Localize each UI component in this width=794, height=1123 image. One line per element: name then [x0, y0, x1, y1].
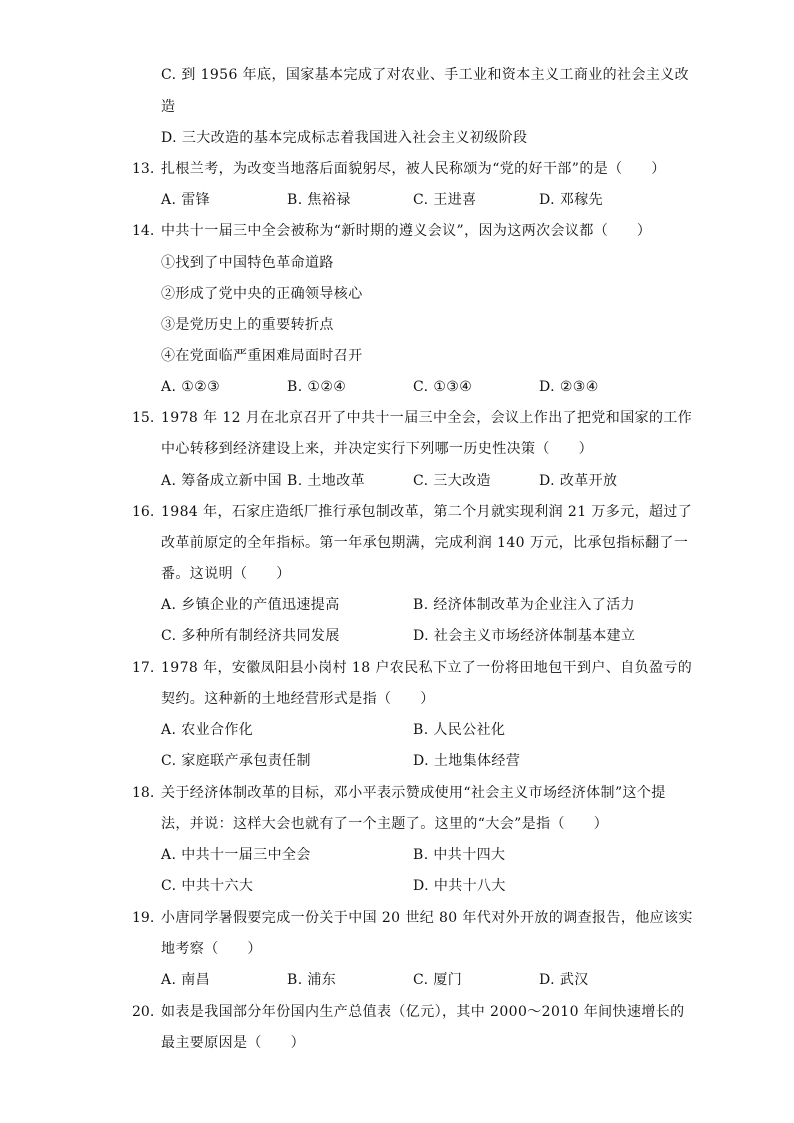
q15-number: 15. [132, 410, 155, 426]
q12-option-d: D. 三大改造的基本完成标志着我国进入社会主义初级阶段 [161, 130, 528, 146]
q19-option-d: D. 武汉 [539, 972, 589, 988]
q13-stem: 扎根兰考，为改变当地落后面貌躬尽，被人民称颂为“党的好干部”的是（ ） [161, 161, 666, 177]
q20-stem-line1: 如表是我国部分年份国内生产总值表（亿元），其中 2000～2010 年间快速增长的 [161, 1004, 685, 1020]
q16-option-a: A. 乡镇企业的产值迅速提高 [161, 597, 340, 613]
q17-option-c: C. 家庭联产承包责任制 [161, 753, 311, 769]
q16-option-c: C. 多种所有制经济共同发展 [161, 628, 340, 644]
q18-stem-line2: 法，并说：这样大会也就有了一个主题了。这里的“大会”是指（ ） [161, 816, 609, 832]
q19-stem-line1: 小唐同学暑假要完成一份关于中国 20 世纪 80 年代对外开放的调查报告，他应该实 [161, 910, 693, 926]
q15-option-c: C. 三大改造 [413, 473, 491, 489]
q18-option-d: D. 中共十八大 [413, 878, 506, 894]
q19-option-b: B. 浦东 [287, 972, 337, 988]
q20-stem-line2: 最主要原因是（ ） [161, 1035, 305, 1051]
q16-stem-line3: 番。这说明（ ） [161, 566, 291, 582]
q19-option-c: C. 厦门 [413, 972, 463, 988]
q15-option-b: B. 土地改革 [287, 473, 365, 489]
q15-option-d: D. 改革开放 [539, 473, 618, 489]
q16-option-b: B. 经济体制改革为企业注入了活力 [413, 597, 635, 613]
q18-option-c: C. 中共十六大 [161, 878, 254, 894]
q17-option-b: B. 人民公社化 [413, 722, 506, 738]
q12-option-c-line2: 造 [161, 99, 176, 115]
q17-option-d: D. 土地集体经营 [413, 753, 521, 769]
q16-stem-line2: 改革前原定的全年指标。第一年承包期满，完成利润 140 万元，比承包指标翻了一 [161, 535, 689, 551]
q17-number: 17. [132, 660, 155, 676]
q14-item-3: ③是党历史上的重要转折点 [161, 317, 334, 333]
q16-number: 16. [132, 504, 155, 520]
q18-option-b: B. 中共十四大 [413, 847, 506, 863]
q14-item-4: ④在党面临严重困难局面时召开 [161, 348, 363, 364]
q18-stem-line1: 关于经济体制改革的目标，邓小平表示赞成使用“社会主义市场经济体制”这个提 [161, 785, 666, 801]
q13-option-c: C. 王进喜 [413, 192, 477, 208]
q19-stem-line2: 地考察（ ） [161, 941, 262, 957]
q19-option-a: A. 南昌 [161, 972, 211, 988]
q14-option-b: B. ①②④ [287, 379, 347, 395]
q14-option-d: D. ②③④ [539, 379, 599, 395]
q14-item-1: ①找到了中国特色革命道路 [161, 255, 334, 271]
q18-number: 18. [132, 785, 155, 801]
q13-option-b: B. 焦裕禄 [287, 192, 351, 208]
q14-number: 14. [132, 223, 155, 239]
q18-option-a: A. 中共十一届三中全会 [161, 847, 311, 863]
q16-stem-line1: 1984 年，石家庄造纸厂推行承包制改革，第二个月就实现利润 21 万多元，超过了 [161, 504, 693, 520]
q15-option-a: A. 筹备成立新中国 [161, 473, 283, 489]
q14-item-2: ②形成了党中央的正确领导核心 [161, 286, 363, 302]
q15-stem-line2: 中心转移到经济建设上来，并决定实行下列哪一历史性决策（ ） [161, 441, 593, 457]
q14-option-a: A. ①②③ [161, 379, 221, 395]
q13-number: 13. [132, 161, 155, 177]
q19-number: 19. [132, 910, 155, 926]
q14-option-c: C. ①③④ [413, 379, 473, 395]
q14-stem: 中共十一届三中全会被称为“新时期的遵义会议”，因为这两次会议都（ ） [161, 223, 652, 239]
q20-number: 20. [132, 1004, 155, 1020]
q16-option-d: D. 社会主义市场经济体制基本建立 [413, 628, 636, 644]
q17-stem-line2: 契约。这种新的土地经营形式是指（ ） [161, 691, 435, 707]
q15-stem-line1: 1978 年 12 月在北京召开了中共十一届三中全会，会议上作出了把党和国家的工作 [161, 410, 693, 426]
q13-option-a: A. 雷锋 [161, 192, 211, 208]
q17-stem-line1: 1978 年，安徽凤阳县小岗村 18 户农民私下立了一份将田地包干到户、自负盈亏的 [161, 660, 693, 676]
q17-option-a: A. 农业合作化 [161, 722, 254, 738]
q13-option-d: D. 邓稼先 [539, 192, 604, 208]
q12-option-c-line1: C. 到 1956 年底，国家基本完成了对农业、手工业和资本主义工商业的社会主义改 [161, 67, 690, 83]
